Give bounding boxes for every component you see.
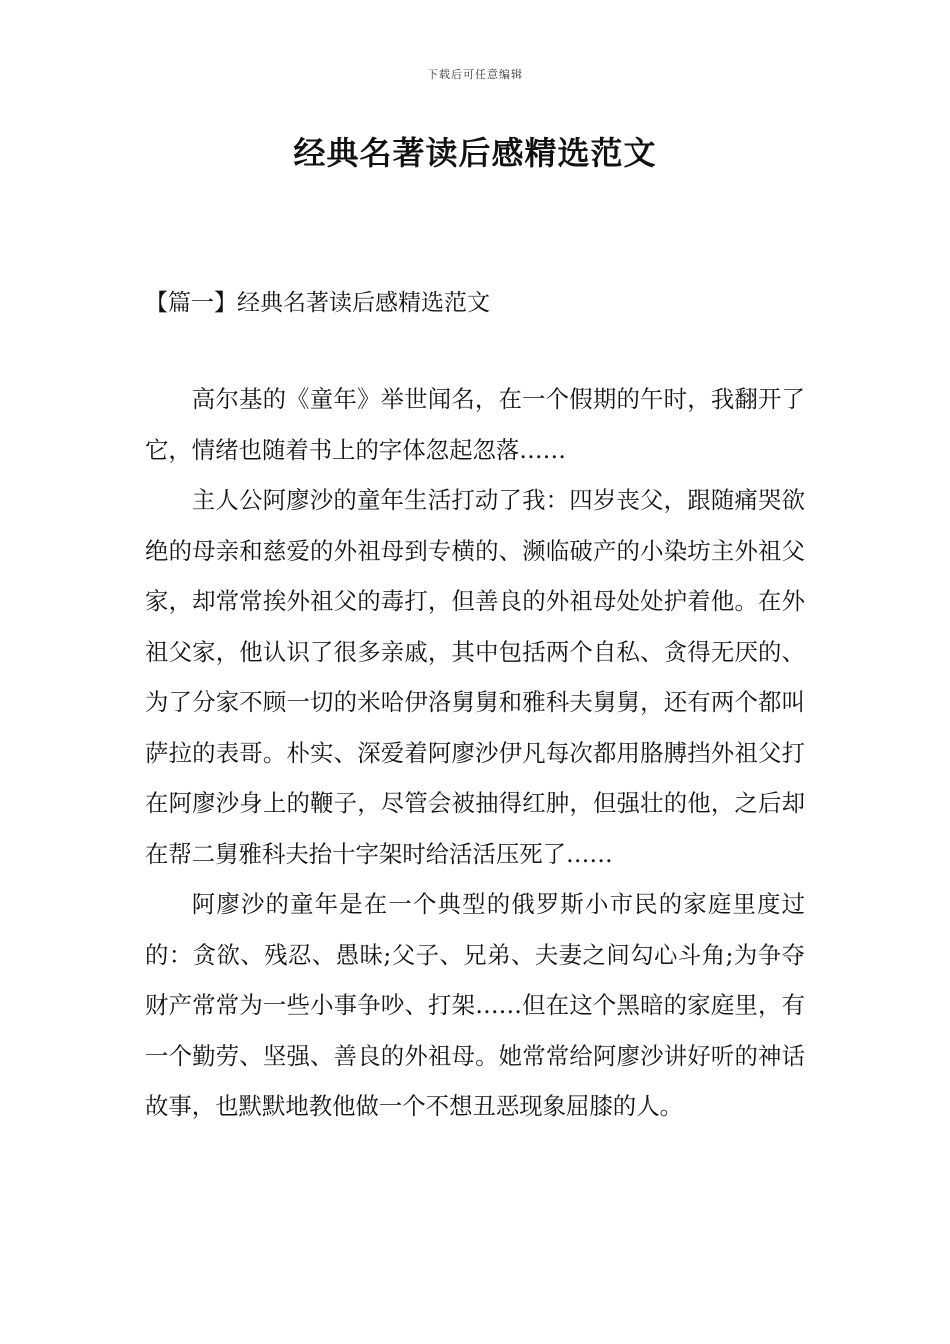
- header-note: 下载后可任意编辑: [427, 68, 523, 81]
- section-heading: 【篇一】经典名著读后感精选范文: [145, 290, 490, 316]
- paragraph: 阿廖沙的童年是在一个典型的俄罗斯小市民的家庭里度过的：贪欲、残忍、愚昧;父子、兄弟、夫妻之间勾心斗角;为争夺财产常常为一些小事争吵、打架……但在这个黑暗的家庭里，有一个勤劳、坚强、善良的外祖母。她常常给阿廖沙讲好听的神话故事，也默默地教他做一个不想丑恶现象屈膝的人。: [145, 890, 805, 1120]
- document-title: 经典名著读后感精选范文: [293, 134, 657, 172]
- paragraph: 主人公阿廖沙的童年生活打动了我：四岁丧父，跟随痛哭欲绝的母亲和慈爱的外祖母到专横的、濒临破产的小染坊主外祖父家，却常常挨外祖父的毒打，但善良的外祖母处处护着他。在外祖父家，他认识了很多亲戚，其中包括两个自私、贪得无厌的、为了分家不顾一切的米哈伊洛舅舅和雅科夫舅舅，还有两个都叫萨拉的表哥。朴实、深爱着阿廖沙伊凡每次都用胳膊挡外祖父打在阿廖沙身上的鞭子，尽管会被抽得红肿，但强壮的他，之后却在帮二舅雅科夫抬十字架时给活活压死了……: [145, 486, 805, 868]
- body-text: [145, 374, 805, 1132]
- paragraph: 高尔基的《童年》举世闻名，在一个假期的午时，我翻开了它，情绪也随着书上的字体忽起忽落……: [145, 385, 805, 464]
